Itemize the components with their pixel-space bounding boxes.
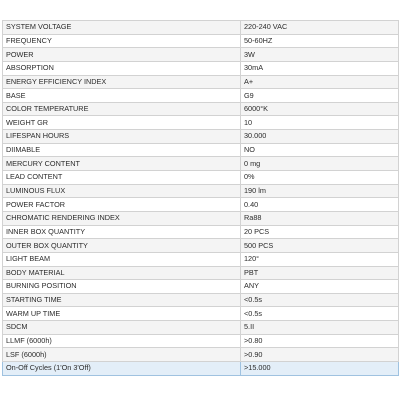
spec-label: On-Off Cycles (1'On 3'Off): [3, 362, 241, 376]
spec-value: <0.5s: [241, 307, 399, 321]
spec-value: <0.5s: [241, 293, 399, 307]
spec-row: [3, 252, 399, 266]
spec-value: >0.80: [241, 334, 399, 348]
spec-value: 30mA: [241, 61, 399, 75]
spec-value: 0.40: [241, 198, 399, 212]
spec-row: [3, 171, 399, 185]
spec-label: LIGHT BEAM: [3, 252, 241, 266]
spec-row: [3, 21, 399, 35]
spec-label: ENERGY EFFICIENCY INDEX: [3, 75, 241, 89]
spec-row: [3, 225, 399, 239]
spec-value: 0 mg: [241, 157, 399, 171]
spec-row: [3, 348, 399, 362]
spec-row: [3, 198, 399, 212]
spec-value: 190 lm: [241, 184, 399, 198]
spec-label: POWER FACTOR: [3, 198, 241, 212]
spec-table-container: [2, 20, 394, 376]
spec-label: SDCM: [3, 321, 241, 335]
spec-row: [3, 143, 399, 157]
spec-value: >0.90: [241, 348, 399, 362]
spec-label: OUTER BOX QUANTITY: [3, 239, 241, 253]
spec-value: A+: [241, 75, 399, 89]
spec-label: STARTING TIME: [3, 293, 241, 307]
spec-row: [3, 75, 399, 89]
spec-row: [3, 157, 399, 171]
spec-row: [3, 61, 399, 75]
spec-row: [3, 34, 399, 48]
spec-label: LLMF (6000h): [3, 334, 241, 348]
spec-label: LEAD CONTENT: [3, 171, 241, 185]
spec-row: [3, 266, 399, 280]
spec-row: [3, 280, 399, 294]
spec-row: [3, 130, 399, 144]
spec-value: PBT: [241, 266, 399, 280]
spec-label: DIIMABLE: [3, 143, 241, 157]
spec-label: COLOR TEMPERATURE: [3, 102, 241, 116]
spec-label: WEIGHT GR: [3, 116, 241, 130]
spec-label: ABSORPTION: [3, 61, 241, 75]
spec-label: LSF (6000h): [3, 348, 241, 362]
spec-value: 5.II: [241, 321, 399, 335]
spec-label: CHROMATIC RENDERING INDEX: [3, 211, 241, 225]
spec-label: SYSTEM VOLTAGE: [3, 21, 241, 35]
spec-row: [3, 48, 399, 62]
spec-value: 50-60HZ: [241, 34, 399, 48]
spec-label: BURNING POSITION: [3, 280, 241, 294]
spec-label: LIFESPAN HOURS: [3, 130, 241, 144]
spec-value: 20 PCS: [241, 225, 399, 239]
spec-row: [3, 102, 399, 116]
spec-label: POWER: [3, 48, 241, 62]
spec-row: [3, 307, 399, 321]
spec-value: NO: [241, 143, 399, 157]
spec-value: 500 PCS: [241, 239, 399, 253]
spec-value: 3W: [241, 48, 399, 62]
spec-table-body: [3, 21, 399, 376]
spec-row: [3, 89, 399, 103]
spec-row: [3, 293, 399, 307]
spec-row: [3, 239, 399, 253]
spec-row: [3, 211, 399, 225]
spec-label: BASE: [3, 89, 241, 103]
spec-value: 10: [241, 116, 399, 130]
spec-label: FREQUENCY: [3, 34, 241, 48]
spec-value: 120°: [241, 252, 399, 266]
spec-table: [2, 20, 399, 376]
spec-value: 6000°K: [241, 102, 399, 116]
spec-value: >15.000: [241, 362, 399, 376]
spec-row: [3, 362, 399, 376]
spec-value: 30.000: [241, 130, 399, 144]
spec-row: [3, 334, 399, 348]
spec-label: WARM UP TIME: [3, 307, 241, 321]
spec-row: [3, 116, 399, 130]
spec-row: [3, 184, 399, 198]
spec-value: 220-240 VAC: [241, 21, 399, 35]
spec-value: ANY: [241, 280, 399, 294]
spec-row: [3, 321, 399, 335]
spec-label: LUMINOUS FLUX: [3, 184, 241, 198]
spec-value: G9: [241, 89, 399, 103]
spec-value: Ra88: [241, 211, 399, 225]
spec-value: 0%: [241, 171, 399, 185]
spec-label: INNER BOX QUANTITY: [3, 225, 241, 239]
spec-label: MERCURY CONTENT: [3, 157, 241, 171]
spec-label: BODY MATERIAL: [3, 266, 241, 280]
